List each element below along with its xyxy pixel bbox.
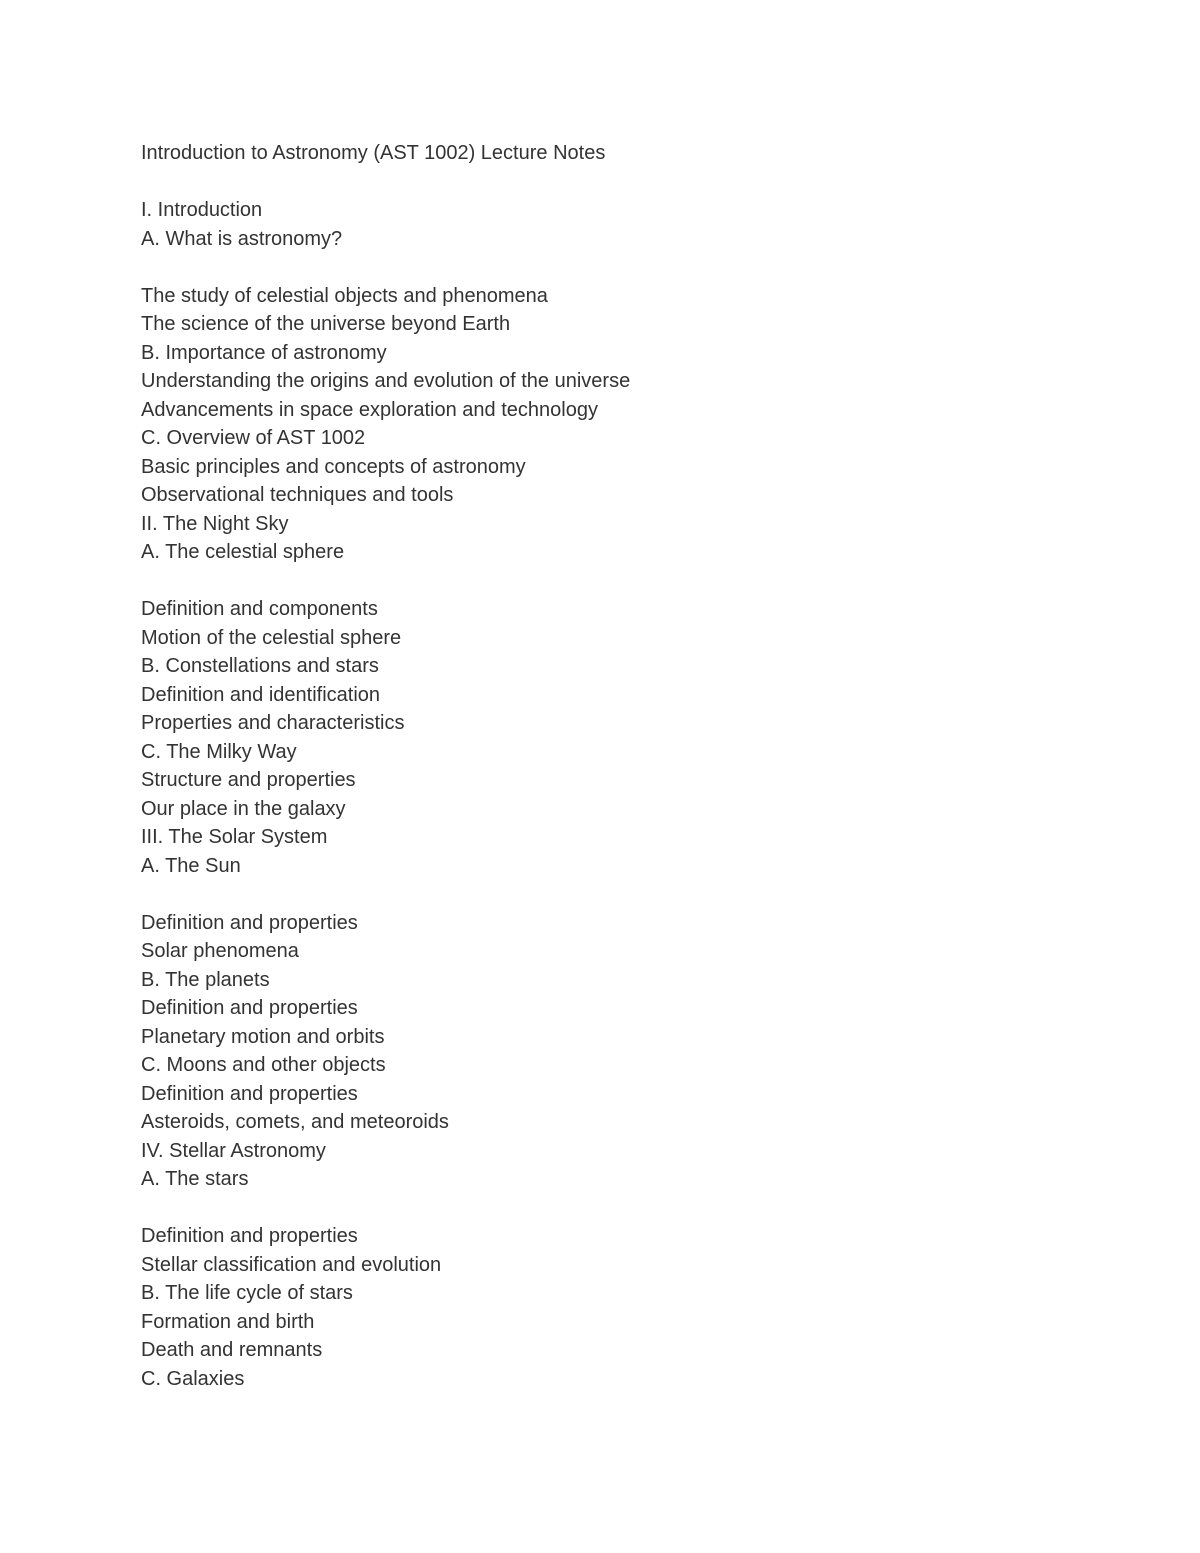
text-line: B. The planets (141, 968, 270, 991)
text-line: Definition and properties (141, 911, 358, 934)
text-line: II. The Night Sky (141, 512, 289, 535)
text-line: Definition and identification (141, 683, 381, 706)
text-line: A. What is astronomy? (141, 227, 343, 250)
text-line: Our place in the galaxy (141, 797, 346, 820)
text-line: C. Moons and other objects (141, 1054, 386, 1076)
text-line: Formation and birth (141, 1310, 315, 1333)
text-line: Definition and components (141, 598, 378, 620)
text-line: Motion of the celestial sphere (141, 626, 402, 649)
text-line: Observational techniques and tools (141, 484, 454, 506)
blank-line (141, 253, 1141, 282)
text-line: Properties and characteristics (141, 712, 405, 734)
text-line: Definition and properties (141, 1082, 358, 1105)
text-line: Understanding the origins and evolution of the universe (141, 370, 631, 392)
text-line: IV. Stellar Astronomy (141, 1139, 326, 1162)
text-line: C. Galaxies (141, 1367, 245, 1390)
text-line: Basic principles and concepts of astronomy (141, 455, 526, 478)
text-line: Death and remnants (141, 1339, 323, 1361)
document-title: Introduction to Astronomy (AST 1002) Lecture Notes (141, 142, 606, 164)
blank-line (141, 168, 1141, 197)
text-line: Advancements in space exploration and technology (141, 398, 598, 421)
text-line: Stellar classification and evolution (141, 1253, 442, 1276)
blank-line (141, 567, 1141, 596)
document-body (141, 139, 1141, 1393)
text-line: C. The Milky Way (141, 740, 297, 763)
text-line: B. Constellations and stars (141, 655, 379, 677)
text-line: The science of the universe beyond Earth (141, 313, 511, 335)
text-line: A. The celestial sphere (141, 541, 345, 563)
text-line: A. The Sun (141, 854, 241, 877)
text-line: Structure and properties (141, 769, 356, 791)
text-line: The study of celestial objects and phenomena (141, 284, 548, 307)
text-line: B. The life cycle of stars (141, 1282, 353, 1304)
document-lines (141, 168, 1141, 1394)
blank-line (141, 880, 1141, 909)
text-line: Asteroids, comets, and meteoroids (141, 1111, 449, 1133)
text-line: Definition and properties (141, 997, 358, 1019)
text-line: Solar phenomena (141, 940, 299, 962)
text-line: Planetary motion and orbits (141, 1025, 385, 1048)
text-line: I. Introduction (141, 199, 263, 221)
text-line: Definition and properties (141, 1225, 358, 1247)
text-line: C. Overview of AST 1002 (141, 427, 366, 449)
text-line: A. The stars (141, 1168, 249, 1190)
text-line: III. The Solar System (141, 826, 328, 848)
text-line: B. Importance of astronomy (141, 341, 387, 364)
blank-line (141, 1194, 1141, 1223)
